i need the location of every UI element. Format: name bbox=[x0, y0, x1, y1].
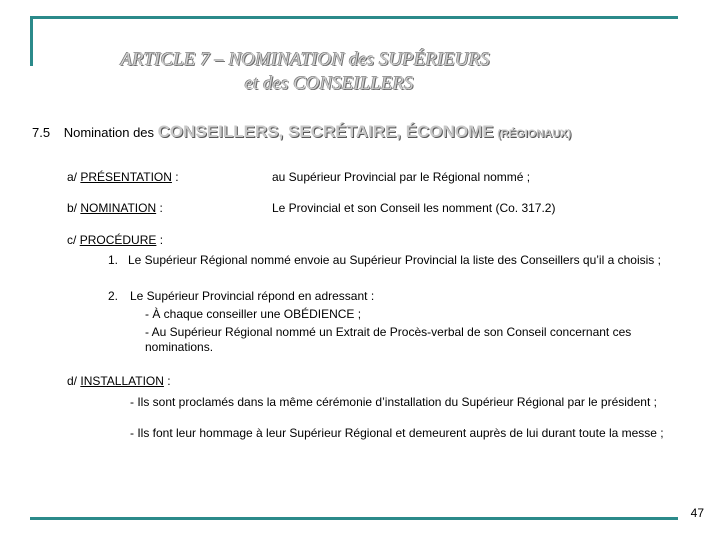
step-2-number: 2. bbox=[108, 289, 119, 303]
step-2-text: Le Supérieur Provincial répond en adressant : bbox=[130, 289, 375, 303]
item-c bbox=[67, 233, 163, 247]
frame-top-rule bbox=[30, 16, 678, 19]
item-a-value: au Supérieur Provincial par le Régional nommé ; bbox=[272, 170, 531, 184]
item-b-label: NOMINATION bbox=[80, 201, 157, 215]
item-d-letter: d/ bbox=[67, 374, 78, 388]
item-d bbox=[67, 374, 171, 388]
section-prefix: Nomination des bbox=[63, 125, 155, 140]
item-c-label: PROCÉDURE bbox=[79, 233, 157, 247]
item-b bbox=[67, 201, 163, 215]
sub-item-2: - Au Supérieur Régional nommé un Extrait de Procès-verbal de son Conseil concernant ces nominations. bbox=[145, 325, 632, 354]
section-suffix: (RÉGIONAUX) bbox=[497, 128, 572, 140]
page-title bbox=[0, 48, 610, 96]
title-line-2: et des CONSEILLERS bbox=[244, 73, 414, 94]
installation-bullet-1: - Ils sont proclamés dans la même cérémonie d’installation du Supérieur Régional par le président ; bbox=[130, 395, 657, 409]
item-a-label: PRÉSENTATION bbox=[80, 170, 172, 184]
item-b-letter: b/ bbox=[67, 201, 78, 215]
section-emphasis: CONSEILLERS, SECRÉTAIRE, ÉCONOME bbox=[157, 122, 494, 141]
section-heading bbox=[32, 122, 571, 142]
step-1-text: Le Supérieur Régional nommé envoie au Supérieur Provincial la liste des Conseillers qu’il a choisis ; bbox=[128, 253, 661, 267]
page-number: 47 bbox=[690, 506, 704, 520]
sub-item-1: - À chaque conseiller une OBÉDIENCE ; bbox=[145, 307, 362, 321]
title-line-1: ARTICLE 7 – NOMINATION des SUPÉRIEURS bbox=[120, 49, 490, 70]
item-a-letter: a/ bbox=[67, 170, 78, 184]
item-c-colon: : bbox=[159, 233, 164, 247]
item-a-colon: : bbox=[175, 170, 179, 184]
frame-bottom-rule bbox=[30, 517, 678, 520]
item-b-colon: : bbox=[159, 201, 163, 215]
item-b-value: Le Provincial et son Conseil les nomment (Co. 317.2) bbox=[272, 201, 556, 215]
item-c-letter: c/ bbox=[67, 233, 77, 247]
item-a bbox=[67, 170, 179, 184]
section-number: 7.5 bbox=[32, 125, 51, 140]
step-1-number: 1. bbox=[108, 253, 119, 267]
installation-bullet-2: - Ils font leur hommage à leur Supérieur Régional et demeurent auprès de lui durant toute la messe ; bbox=[130, 426, 664, 440]
item-d-label: INSTALLATION bbox=[80, 374, 164, 388]
item-d-colon: : bbox=[167, 374, 171, 388]
